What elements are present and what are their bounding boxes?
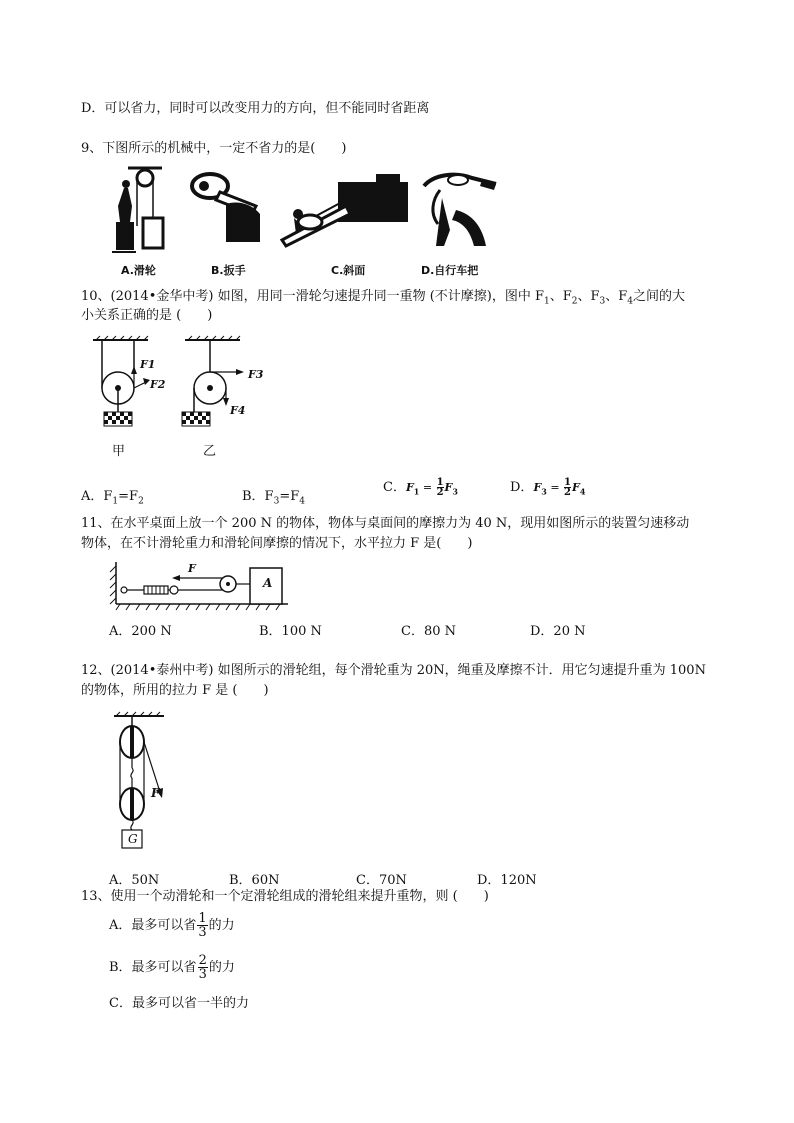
q12-option-c: C．70N xyxy=(356,873,407,888)
q11-option-d: D．20 N xyxy=(530,624,586,639)
q11-label-block: A xyxy=(263,576,273,590)
q12-stem-line1: 12、(2014•泰州中考) 如图所示的滑轮组，每个滑轮重为 20N，绳重及摩擦不计．用它匀速提升重为 100N xyxy=(81,663,706,678)
q10-label-f4: F4 xyxy=(230,404,246,417)
q13-option-c: C．最多可以省一半的力 xyxy=(109,996,249,1011)
q10-label-jia: 甲 xyxy=(112,444,126,459)
q9-wrench-figure xyxy=(186,170,266,246)
q10-stem-line2: 小关系正确的是 ( ) xyxy=(81,308,213,323)
q12-figure xyxy=(108,712,178,854)
q10-option-d: D．$F_3$ = $\frac{1}{2}F_4$ xyxy=(510,477,586,498)
q9-stem: 9、下图所示的机械中，一定不省力的是( ) xyxy=(81,141,347,156)
q11-option-c: C．80 N xyxy=(401,624,456,639)
q10-label-f3: F3 xyxy=(248,368,264,381)
q10-label-f1: F1 xyxy=(140,358,156,371)
q9-pulley-figure xyxy=(110,166,170,258)
q9-ramp-figure xyxy=(276,172,416,248)
q13-option-a: A．最多可以省 $\frac{1}{3}$ 的力 xyxy=(109,911,235,940)
q10-figure-right xyxy=(180,336,270,436)
q10-label-yi: 乙 xyxy=(203,444,217,459)
q9-caption-c: C.斜面 xyxy=(331,264,366,277)
q13-option-b: B．最多可以省 $\frac{2}{3}$ 的力 xyxy=(109,953,235,982)
q10-stem-line1: 10、(2014•金华中考) 如图，用同一滑轮匀速提升同一重物 (不计摩擦)，图中 $F_1$、$F_2$、$F_3$、$F_4$之间的大 xyxy=(81,289,686,307)
q11-stem-line1: 11、在水平桌面上放一个 200 N 的物体，物体与桌面间的摩擦力为 40 N，现用如图所示的装置匀速移动 xyxy=(81,516,690,531)
q13-stem: 13、使用一个动滑轮和一个定滑轮组成的滑轮组来提升重物，则 ( ) xyxy=(81,889,489,904)
q12-option-b: B．60N xyxy=(229,873,280,888)
q12-label-weight: G xyxy=(128,832,138,846)
q10-option-c: C．$F_1$ = $\frac{1}{2}F_3$ xyxy=(383,477,458,498)
q11-option-a: A．200 N xyxy=(109,624,172,639)
q11-label-force: F xyxy=(188,562,196,575)
q12-option-d: D．120N xyxy=(477,873,537,888)
q11-option-b: B．100 N xyxy=(259,624,322,639)
q10-label-f2: F2 xyxy=(150,378,166,391)
q12-option-a: A．50N xyxy=(109,873,160,888)
q8-option-d: D．可以省力，同时可以改变用力的方向，但不能同时省距离 xyxy=(81,101,430,116)
q9-handlebar-figure xyxy=(416,170,500,250)
q11-stem-line2: 物体，在不计滑轮重力和滑轮间摩擦的情况下，水平拉力 F 是( ) xyxy=(81,536,473,551)
q12-stem-line2: 的物体，所用的拉力 F 是 ( ) xyxy=(81,683,269,698)
q9-caption-d: D.自行车把 xyxy=(421,264,479,277)
q9-caption-b: B.扳手 xyxy=(211,264,246,277)
q10-option-a: A．$F_1=F_2$ xyxy=(81,489,144,507)
q12-label-force: F xyxy=(151,786,160,800)
q9-caption-a: A.滑轮 xyxy=(121,264,156,277)
q10-option-b: B．$F_3=F_4$ xyxy=(242,489,305,507)
